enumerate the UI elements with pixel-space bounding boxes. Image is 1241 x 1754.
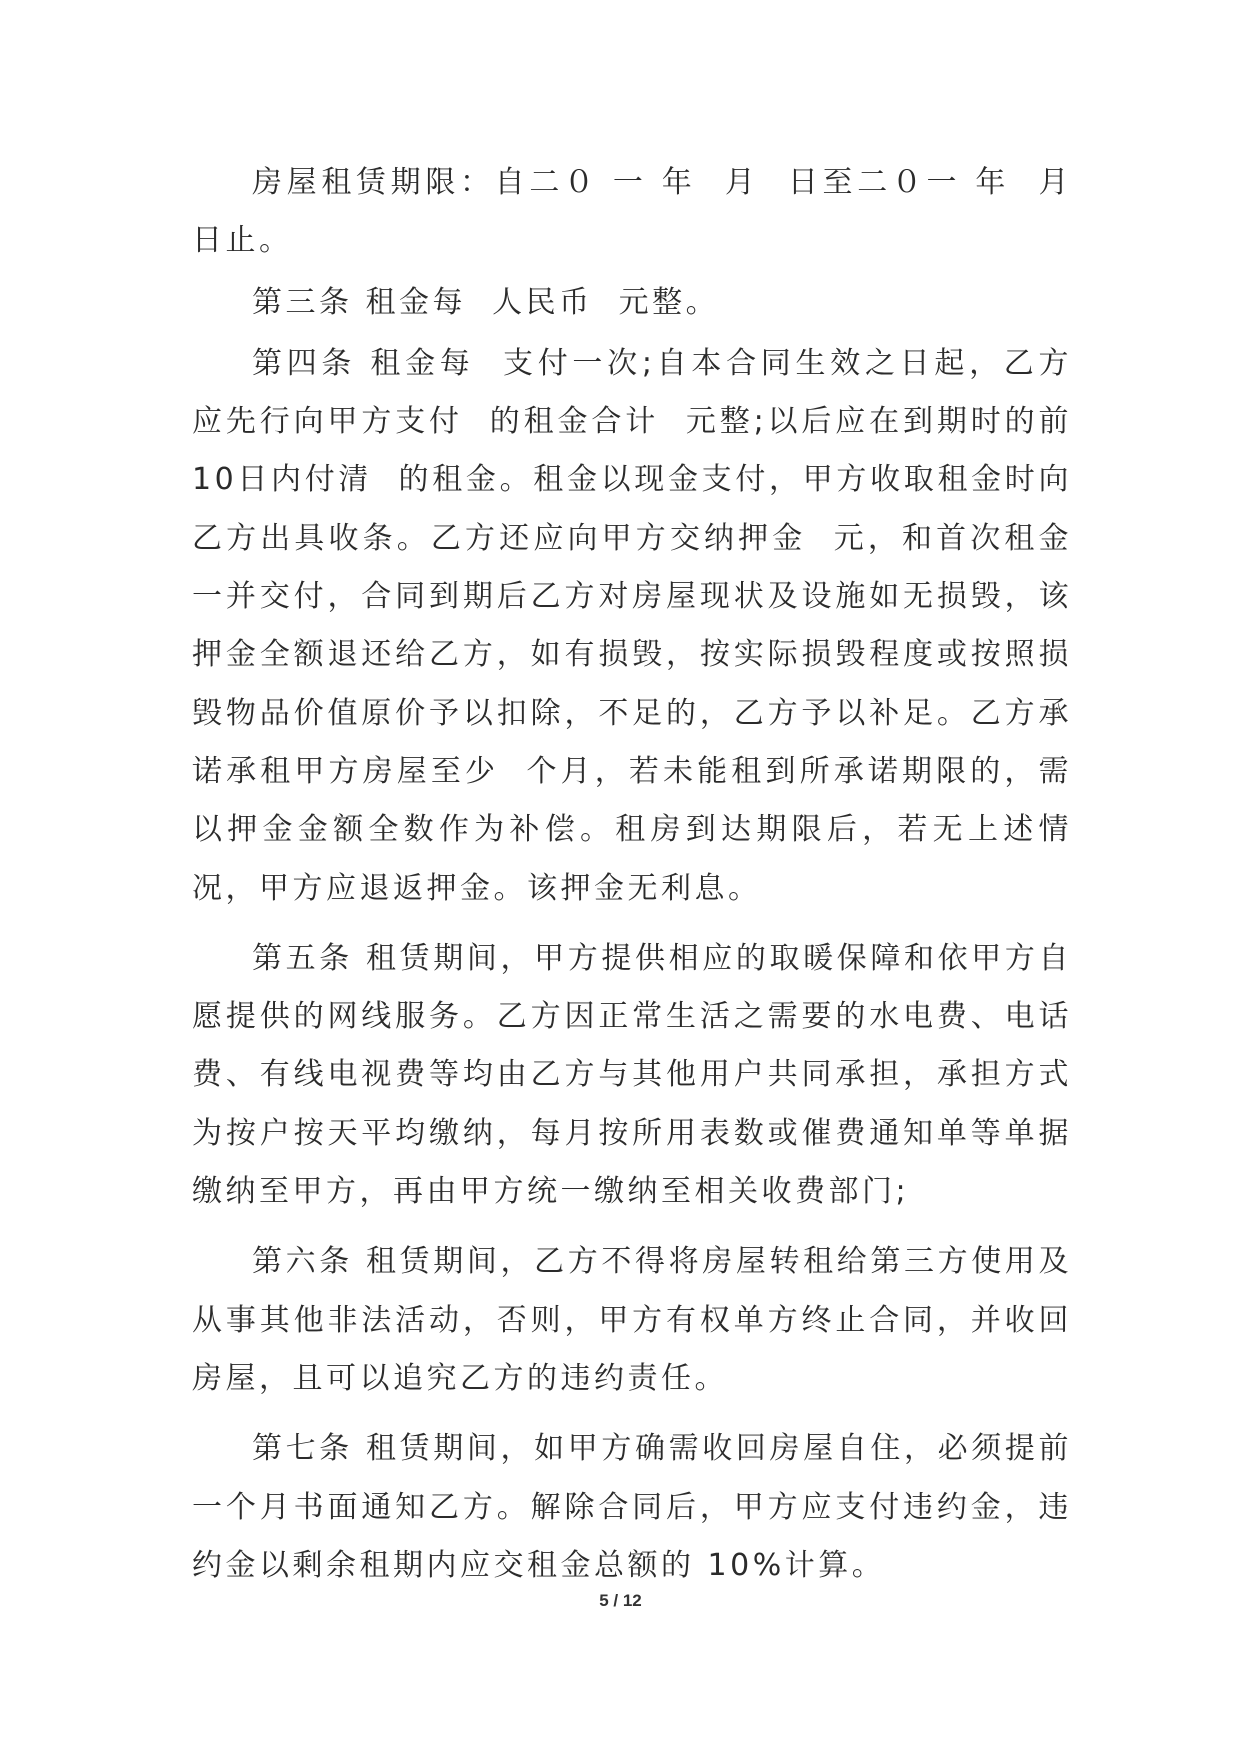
paragraph-article-4: 第四条 租金每 支付一次;自本合同生效之日起，乙方应先行向甲方支付 的租金合计 元整;以后应在到期时的前10日内付清 的租金。租金以现金支付，甲方收取租金时向乙方出具收条。乙方还应向甲方交纳押金 元，和首次租金一并交付，合同到期后乙方对房屋现状及设施如无损毁，该押金全额退还给乙方，如有损毁，按实际损毁程度或按照损毁物品价值原价予以扣除，不足的，乙方予以补足。乙方承诺承租甲方房屋至少 个月，若未能租到所承诺期限的，需以押金金额全数作为补偿。租房到达期限后，若无上述情况，甲方应退返押金。该押金无利息。 — [192, 345, 1072, 906]
paragraph-article-3: 第三条 租金每 人民币 元整。 — [252, 284, 720, 320]
paragraph-article-5: 第五条 租赁期间，甲方提供相应的取暖保障和依甲方自愿提供的网线服务。乙方因正常生活之需要的水电费、电话费、有线电视费等均由乙方与其他用户共同承担，承担方式为按户按天平均缴纳，每月按所用表数或催费通知单等单据缴纳至甲方，再由甲方统一缴纳至相关收费部门; — [192, 940, 1072, 1210]
paragraph-article-7: 第七条 租赁期间，如甲方确需收回房屋自住，必须提前一个月书面通知乙方。解除合同后，甲方应支付违约金，违约金以剩余租期内应交租金总额的 10%计算。 — [192, 1431, 1072, 1583]
paragraph-article-6: 第六条 租赁期间，乙方不得将房屋转租给第三方使用及从事其他非法活动，否则，甲方有权单方终止合同，并收回房屋，且可以追究乙方的违约责任。 — [192, 1244, 1072, 1396]
paragraph-lease-term: 房屋租赁期限：自二０ 一 年 月 日至二０一 年 月 日止。 — [192, 165, 1099, 259]
page-number: 5 / 12 — [599, 1591, 642, 1610]
document-body — [192, 154, 1099, 1595]
